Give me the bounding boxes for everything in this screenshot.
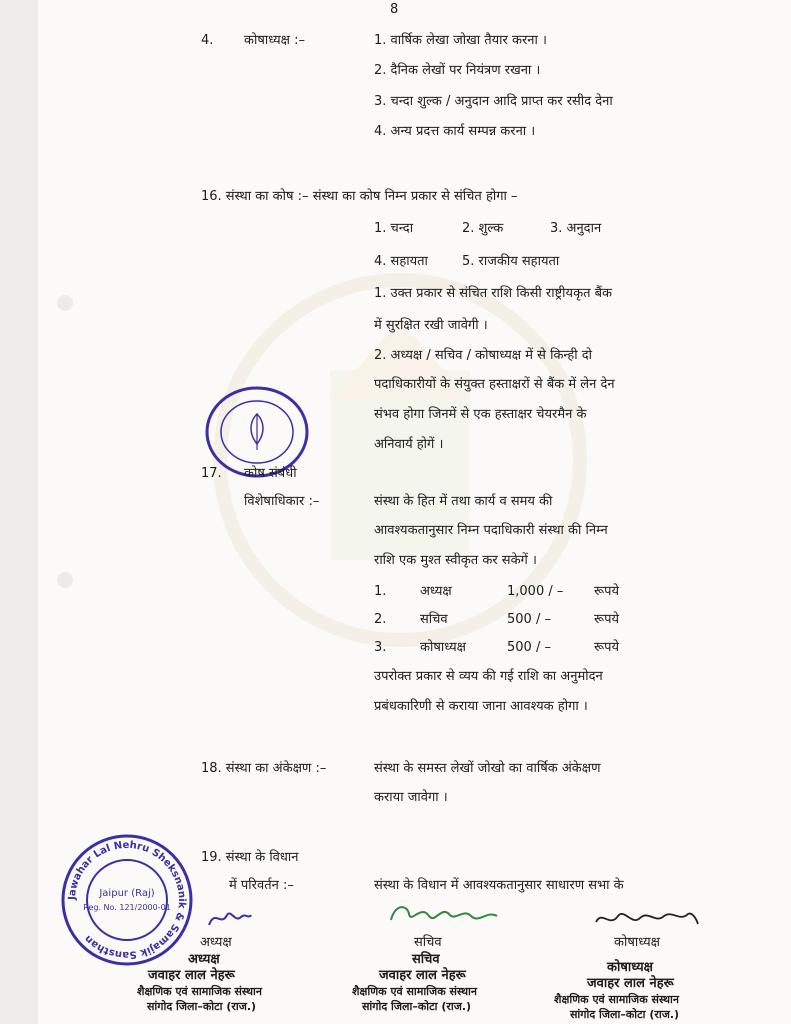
section-17-title: कोष संबंधी — [244, 466, 297, 481]
stamp-org-line: सांगोद जिला–कोटा (राज.) — [362, 1000, 472, 1013]
president-signature — [205, 905, 255, 933]
page-margin — [0, 0, 38, 1024]
section-18-title: 18. संस्था का अंकेक्षण :– — [201, 761, 327, 776]
section-17-title: विशेषाधिकार :– — [244, 494, 320, 509]
svg-text:Jawahar Lal Nehru Sheksnanik & — [67, 840, 187, 960]
limit-row-unit: रूपये — [594, 640, 620, 655]
stamp-org-line: जवाहर लाल नेहरू — [148, 968, 235, 983]
limit-row-amount: 1,000 / – — [507, 584, 564, 599]
duty-item: 1. वार्षिक लेखा जोखा तैयार करना । — [374, 33, 547, 48]
fund-source: 1. चन्दा — [374, 221, 414, 236]
para-line: संस्था के समस्त लेखों जोखो का वार्षिक अंकेक्षण — [374, 761, 601, 776]
stamp-org-line: सांगोद जिला–कोटा (राज.) — [147, 1000, 257, 1013]
seal-regno: Reg. No. 121/2000-01 — [83, 903, 171, 912]
stamp-org-line: शैक्षणिक एवं सामाजिक संस्थान — [352, 985, 477, 998]
para-line: संस्था के हित में तथा कार्य व समय की — [374, 494, 553, 509]
para-line: प्रबंधकारिणी से कराया जाना आवश्यक होगा । — [374, 699, 588, 714]
page-number: 8 — [390, 2, 399, 17]
limit-row-num: 1. — [374, 584, 387, 599]
signature-label-president: अध्यक्ष — [200, 935, 232, 950]
limit-row-post: सचिव — [420, 612, 448, 627]
limit-row-post: कोषाध्यक्ष — [420, 640, 466, 655]
limit-row-unit: रूपये — [594, 584, 620, 599]
duty-item: 2. दैनिक लेखों पर नियंत्रण रखना । — [374, 63, 541, 78]
punch-hole-top — [57, 295, 73, 311]
duty-title: कोषाध्यक्ष :– — [244, 33, 305, 48]
stamp-org-line: जवाहर लाल नेहरू — [587, 976, 674, 991]
para-line: उपरोक्त प्रकार से व्यय की गई राशि का अनुमोदन — [374, 669, 603, 684]
para-line: पदाधिकारीयों के संयुक्त हस्ताक्षरों से बैंक में लेन देन — [374, 377, 615, 392]
stamp-org-line: जवाहर लाल नेहरू — [379, 968, 466, 983]
treasurer-signature — [592, 904, 702, 934]
para-line: राशि एक मुश्त स्वीकृत कर सकेगें । — [374, 553, 537, 568]
para-line: संस्था के विधान में आवश्यकतानुसार साधारण सभा के — [374, 878, 624, 893]
limit-row-amount: 500 / – — [507, 640, 551, 655]
fund-source: 4. सहायता — [374, 254, 428, 269]
stamp-title-treasurer: कोषाध्यक्ष — [607, 960, 653, 975]
section-16-heading: 16. संस्था का कोष :– संस्था का कोष निम्न प्रकार से संचित होगा – — [201, 189, 518, 204]
signature-label-secretary: सचिव — [414, 935, 442, 950]
section-19-title: में परिवर्तन :– — [229, 878, 294, 893]
stamp-org-line: सांगोद जिला–कोटा (राज.) — [570, 1008, 680, 1021]
stamp-org-line: शैक्षणिक एवं सामाजिक संस्थान — [554, 993, 679, 1006]
para-line: संभव होगा जिनमें से एक हस्ताक्षर चेयरमैन के — [374, 407, 587, 422]
duty-item: 3. चन्दा शुल्क / अनुदान आदि प्राप्त कर रसीद देना — [374, 94, 613, 109]
limit-row-unit: रूपये — [594, 612, 620, 627]
seal-ring-text: Jawahar Lal Nehru Sheksnanik & Samajik Sansthan — [66, 839, 188, 961]
para-line: कराया जावेगा । — [374, 790, 448, 805]
society-seal — [59, 832, 195, 968]
stamp-org-line: शैक्षणिक एवं सामाजिक संस्थान — [137, 985, 262, 998]
seal-city: Jaipur (Raj) — [99, 888, 155, 899]
fund-source: 5. राजकीय सहायता — [462, 254, 560, 269]
secretary-signature — [385, 898, 510, 932]
para-line: आवश्यकतानुसार निम्न पदाधिकारी संस्था की निम्न — [374, 523, 608, 538]
stamp-title-secretary: सचिव — [412, 952, 440, 967]
section-17-number: 17. — [201, 466, 222, 481]
para-line: अनिवार्य होगें । — [374, 437, 444, 452]
section-19-title: 19. संस्था के विधान — [201, 850, 299, 865]
para-line: 1. उक्त प्रकार से संचित राशि किसी राष्ट्रीयकृत बैंक — [374, 286, 613, 301]
fund-source: 3. अनुदान — [550, 221, 602, 236]
punch-hole-bottom — [57, 572, 73, 588]
stamp-title-president: अध्यक्ष — [188, 952, 220, 967]
duty-number: 4. — [201, 33, 214, 48]
limit-row-amount: 500 / – — [507, 612, 551, 627]
fund-source: 2. शुल्क — [462, 221, 504, 236]
signature-label-treasurer: कोषाध्यक्ष — [614, 935, 660, 950]
limit-row-post: अध्यक्ष — [420, 584, 452, 599]
duty-item: 4. अन्य प्रदत्त कार्य सम्पन्न करना । — [374, 124, 536, 139]
para-line: में सुरक्षित रखी जावेगी । — [374, 318, 488, 333]
limit-row-num: 2. — [374, 612, 387, 627]
para-line: 2. अध्यक्ष / सचिव / कोषाध्यक्ष में से किन्ही दो — [374, 348, 592, 363]
limit-row-num: 3. — [374, 640, 387, 655]
